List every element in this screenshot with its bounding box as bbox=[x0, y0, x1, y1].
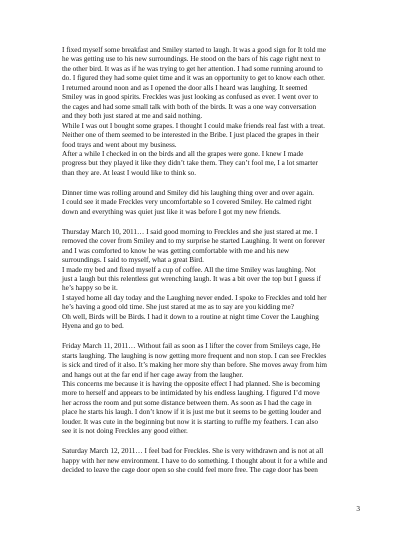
text-line: place he starts his laugh. I don’t know if it is just me but it seems to be getting louder and bbox=[62, 408, 322, 417]
text-line: Friday March 11, 2011… Without fail as soon as I lifter the cover from Smileys cage, He bbox=[62, 342, 321, 351]
text-line: down and everything was quiet just like it was before I got my new friends. bbox=[62, 207, 281, 216]
text-line: see it is not doing Freckles any good either. bbox=[62, 427, 188, 436]
paragraph bbox=[62, 46, 360, 178]
text-line: than they are. At least I would like to think so. bbox=[62, 168, 197, 177]
text-line: I fixed myself some breakfast and Smiley started to laugh. It was a good sign for It told me bbox=[62, 46, 326, 54]
text-line: progress but they played it like they didn’t take them. They can’t fool me, I a lot smarter bbox=[62, 159, 318, 168]
text-line: Smiley was in good spirits. Freckles was just looking as confused as ever. I went over to bbox=[62, 93, 319, 102]
text-line: While I was out I bought some grapes. I thought I could make friends real fast with a treat. bbox=[62, 121, 325, 130]
text-line: and they both just stared at me and said nothing. bbox=[62, 112, 203, 121]
text-line: just a laugh but this relentless gut wrenching laugh. It was a bit over the top but I guess if bbox=[62, 274, 321, 283]
text-line: I made my bed and fixed myself a cup of coffee. All the time Smiley was laughing. Not bbox=[62, 265, 316, 274]
paragraph bbox=[62, 447, 360, 475]
paragraph bbox=[62, 189, 360, 217]
text-line: decided to leave the cage door open so she could feel more free. The cage door has been bbox=[62, 466, 318, 475]
text-line: he was getting use to his new surroundings. He stood on the bars of his cage right next to bbox=[62, 55, 321, 64]
text-line: happy with her new environment. I have to do something. I thought about it for a while and bbox=[62, 456, 328, 465]
text-line: removed the cover from Smiley and to my surprise he started Laughing. It went on forever bbox=[62, 237, 325, 246]
text-line: the cages and had some small talk with both of the birds. It was a one way conversation bbox=[62, 102, 317, 111]
text-line: After a while I checked in on the birds and all the grapes were gone. I knew I made bbox=[62, 149, 304, 158]
text-line: I stayed home all day today and the Laughing never ended. I spoke to Freckles and told her bbox=[62, 293, 327, 302]
page-number: 3 bbox=[356, 505, 360, 513]
paragraph bbox=[62, 342, 360, 437]
text-line: Oh well, Birds will be Birds. I had it down to a routine at night time Cover the Laughing bbox=[62, 312, 319, 321]
text-line: I could see it made Freckles very uncomfortable so I covered Smiley. He calmed right bbox=[62, 198, 312, 207]
text-line: louder. It was cute in the beginning but now it is starting to ruffle my feathers. I can also bbox=[62, 417, 318, 426]
text-line: do. I figured they had some quiet time and it was an opportunity to get to know each other. bbox=[62, 74, 325, 83]
text-line: more to herself and appears to be intimidated by his endless laughing. I figured I’d move bbox=[62, 389, 320, 398]
text-line: Neither one of them seemed to be interested in the Bribe. I just placed the grapes in their bbox=[62, 131, 319, 140]
text-line: Saturday March 12, 2011… I feel bad for Freckles. She is very withdrawn and is not at all bbox=[62, 447, 324, 456]
document-body bbox=[62, 46, 360, 476]
text-line: I returned around noon and as I opened the door alls I heard was laughing. It seemed bbox=[62, 83, 308, 92]
text-line: and I was comforted to know he was getting comfortable with me and his new bbox=[62, 246, 290, 255]
text-line: he’s having a good old time. She just stared at me as to say are you kidding me? bbox=[62, 303, 294, 312]
text-line: is sick and tired of it also. It’s making her more shy than before. She moves away from him bbox=[62, 361, 327, 370]
text-line: surroundings. I said to myself, what a great Bird. bbox=[62, 256, 204, 265]
text-line: This concerns me because it is having the opposite effect I had planned. She is becoming bbox=[62, 380, 320, 388]
text-line: her across the room and put some distance between them. As soon as I had the cage in bbox=[62, 398, 312, 407]
paragraph bbox=[62, 228, 360, 332]
text-line: Dinner time was rolling around and Smiley did his laughing thing over and over again. bbox=[62, 188, 314, 197]
text-line: Thursday March 10, 2011… I said good morning to Freckles and she just stared at me. I bbox=[62, 227, 318, 236]
text-line: Hyena and go to bed. bbox=[62, 322, 124, 331]
text-line: starts laughing. The laughing is now getting more frequent and non stop. I can see Freckles bbox=[62, 351, 327, 360]
text-line: and hangs out at the far end if her cage away from the laugher. bbox=[62, 370, 244, 379]
text-line: the other bird. It was as if he was trying to get her attention. I had some running around to bbox=[62, 64, 323, 73]
text-line: food trays and went about my business. bbox=[62, 140, 177, 149]
text-line: he’s happy so be it. bbox=[62, 284, 118, 293]
